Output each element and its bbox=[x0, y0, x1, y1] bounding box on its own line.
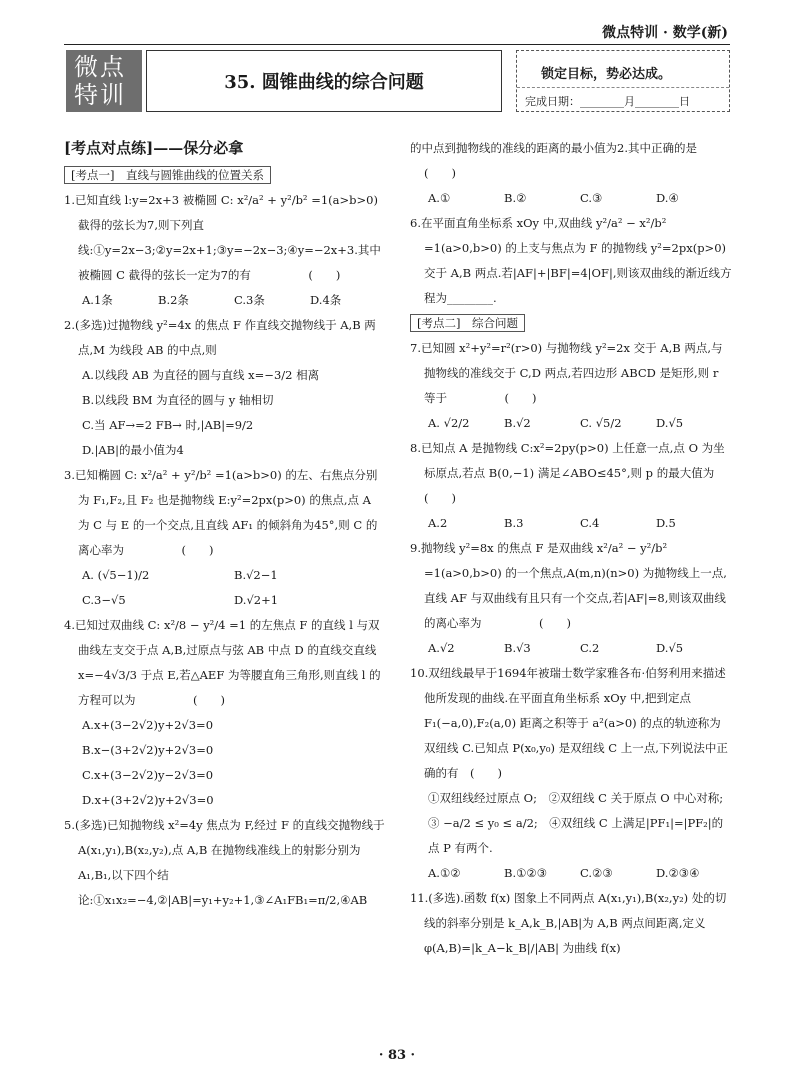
q3-options-cd: C.3−√5 D.√2+1 bbox=[82, 593, 279, 607]
question-3: 3.已知椭圆 C: x²/a² + y²/b² =1(a>b>0) 的左、右焦点分别为 F₁,F₂,且 F₂ 也是抛物线 E:y²=2px(p>0) 的焦点,点 A 为 C 与 E 的一个交点,且直线 AF₁ 的倾斜角为45°,则 C 的离心率为 ( ) bbox=[64, 468, 378, 557]
question-6: 6.在平面直角坐标系 xOy 中,双曲线 y²/a² − x²/b² =1(a>0,b>0) 的上支与焦点为 F 的抛物线 y²=2px(p>0) 交于 A,B 两点.若|AF|+|BF|=4|OF|,则该双曲线的渐近线方程为________. bbox=[410, 216, 732, 305]
q8-options: A.2 B.3 C.4 D.5 bbox=[428, 516, 676, 530]
left-column bbox=[64, 136, 386, 913]
q4-option-b: B.x−(3+2√2)y+2√3=0 bbox=[82, 743, 214, 757]
subsection-1: [考点一] 直线与圆锥曲线的位置关系 bbox=[64, 166, 271, 184]
series-header: 微点特训 · 数学(新) bbox=[602, 25, 728, 41]
question-7: 7.已知圆 x²+y²=r²(r>0) 与抛物线 y²=2x 交于 A,B 两点,与抛物线的准线交于 C,D 两点,若四边形 ABCD 是矩形,则 r 等于 ( ) bbox=[410, 341, 723, 405]
question-10: 10.双纽线最早于1694年被瑞士数学家雅各布·伯努利用来描述他所发现的曲线.在平面直角坐标系 xOy 中,把到定点 F₁(−a,0),F₂(a,0) 距离之积等于 a²(a>0) 的点的轨迹称为双纽线 C.已知点 P(x₀,y₀) 是双纽线 C 上一点,下列说法中正确的有 ( ) bbox=[410, 666, 728, 780]
question-2: 2.(多选)过抛物线 y²=4x 的焦点 F 作直线交抛物线于 A,B 两点,M 为线段 AB 的中点,则 bbox=[64, 318, 376, 357]
q7-options: A. √2/2 B.√2 C. √5/2 D.√5 bbox=[428, 416, 684, 430]
q2-option-b: B.以线段 BM 为直径的圆与 y 轴相切 bbox=[82, 393, 274, 407]
question-9: 9.抛物线 y²=8x 的焦点 F 是双曲线 x²/a² − y²/b² =1(a>0,b>0) 的一个焦点,A(m,n)(n>0) 为抛物线上一点,直线 AF 与双曲线有且只有一个交点,若|AF|=8,则该双曲线的离心率为 ( ) bbox=[410, 541, 727, 630]
q5-options: A.① B.② C.③ D.④ bbox=[428, 191, 679, 205]
q4-option-a: A.x+(3−2√2)y+2√3=0 bbox=[82, 718, 214, 732]
section-title: [考点对点练]——保分必拿 bbox=[64, 139, 244, 157]
question-1: 1.已知直线 l:y=2x+3 被椭圆 C: x²/a² + y²/b² =1(a>b>0) 截得的弦长为7,则下列直线:①y=2x−3;②y=2x+1;③y=−2x−3;④y=−2x+3.其中被椭圆 C 截得的弦长一定为7的有 ( ) bbox=[64, 193, 381, 282]
question-8: 8.已知点 A 是抛物线 C:x²=2py(p>0) 上任意一点,点 O 为坐标原点,若点 B(0,−1) 满足∠ABO≤45°,则 p 的最大值为 ( ) bbox=[410, 441, 772, 505]
right-column bbox=[410, 136, 772, 961]
goal-box bbox=[516, 50, 730, 112]
logo-line1: 微点 bbox=[74, 53, 126, 81]
question-4: 4.已知过双曲线 C: x²/8 − y²/4 =1 的左焦点 F 的直线 l 与双曲线左支交于点 A,B,过原点与弦 AB 中点 D 的直线交直线 x=−4√3/3 于点 E,若△AEF 为等腰直角三角形,则直线 l 的方程可以为 ( ) bbox=[64, 618, 381, 707]
q4-option-d: D.x+(3+2√2)y+2√3=0 bbox=[82, 793, 214, 807]
logo-line2: 特训 bbox=[74, 81, 126, 109]
subsection-2: [考点二] 综合问题 bbox=[410, 314, 525, 332]
q1-options: A.1条 B.2条 C.3条 D.4条 bbox=[82, 293, 342, 307]
q10-statements: ①双纽线经过原点 O; ②双纽线 C 关于原点 O 中心对称; ③ −a/2 ≤ y₀ ≤ a/2; ④双纽线 C 上满足|PF₁|=|PF₂|的点 P 有两个. bbox=[428, 791, 735, 855]
date-label: 完成日期：________月________日 bbox=[525, 95, 690, 108]
q3-options-ab: A. (√5−1)/2 B.√2−1 bbox=[82, 568, 278, 582]
page-number: · 83 · bbox=[378, 1048, 416, 1063]
q4-option-c: C.x+(3−2√2)y−2√3=0 bbox=[82, 768, 214, 782]
question-5-continued: 的中点到抛物线的准线的距离的最小值为2.其中正确的是 ( ) bbox=[410, 141, 755, 180]
question-5: 5.(多选)已知抛物线 x²=4y 焦点为 F,经过 F 的直线交抛物线于 A(x₁,y₁),B(x₂,y₂),点 A,B 在抛物线准线上的射影分别为 A₁,B₁,以下四个结论:①x₁x₂=−4,②|AB|=y₁+y₂+1,③∠A₁FB₁=π/2,④AB bbox=[64, 818, 385, 907]
q9-options: A.√2 B.√3 C.2 D.√5 bbox=[428, 641, 684, 655]
page-title: 35. 圆锥曲线的综合问题 bbox=[146, 50, 502, 112]
q2-option-d: D.|AB|的最小值为4 bbox=[82, 443, 184, 457]
q10-options: A.①② B.①②③ C.②③ D.②③④ bbox=[428, 866, 700, 880]
logo bbox=[66, 50, 142, 112]
header-rule bbox=[64, 44, 730, 45]
question-11: 11.(多选).函数 f(x) 图象上不同两点 A(x₁,y₁),B(x₂,y₂) 处的切线的斜率分别是 k_A,k_B,|AB|为 A,B 两点间距离,定义 φ(A,B)=|k_A−k_B|/|AB| 为曲线 f(x) bbox=[410, 891, 727, 955]
q2-option-a: A.以线段 AB 为直径的圆与直线 x=−3/2 相离 bbox=[82, 368, 320, 382]
q2-option-c: C.当 AF→=2 FB→ 时,|AB|=9/2 bbox=[82, 418, 254, 432]
goal-motto: 锁定目标，势必达成。 bbox=[541, 67, 672, 82]
